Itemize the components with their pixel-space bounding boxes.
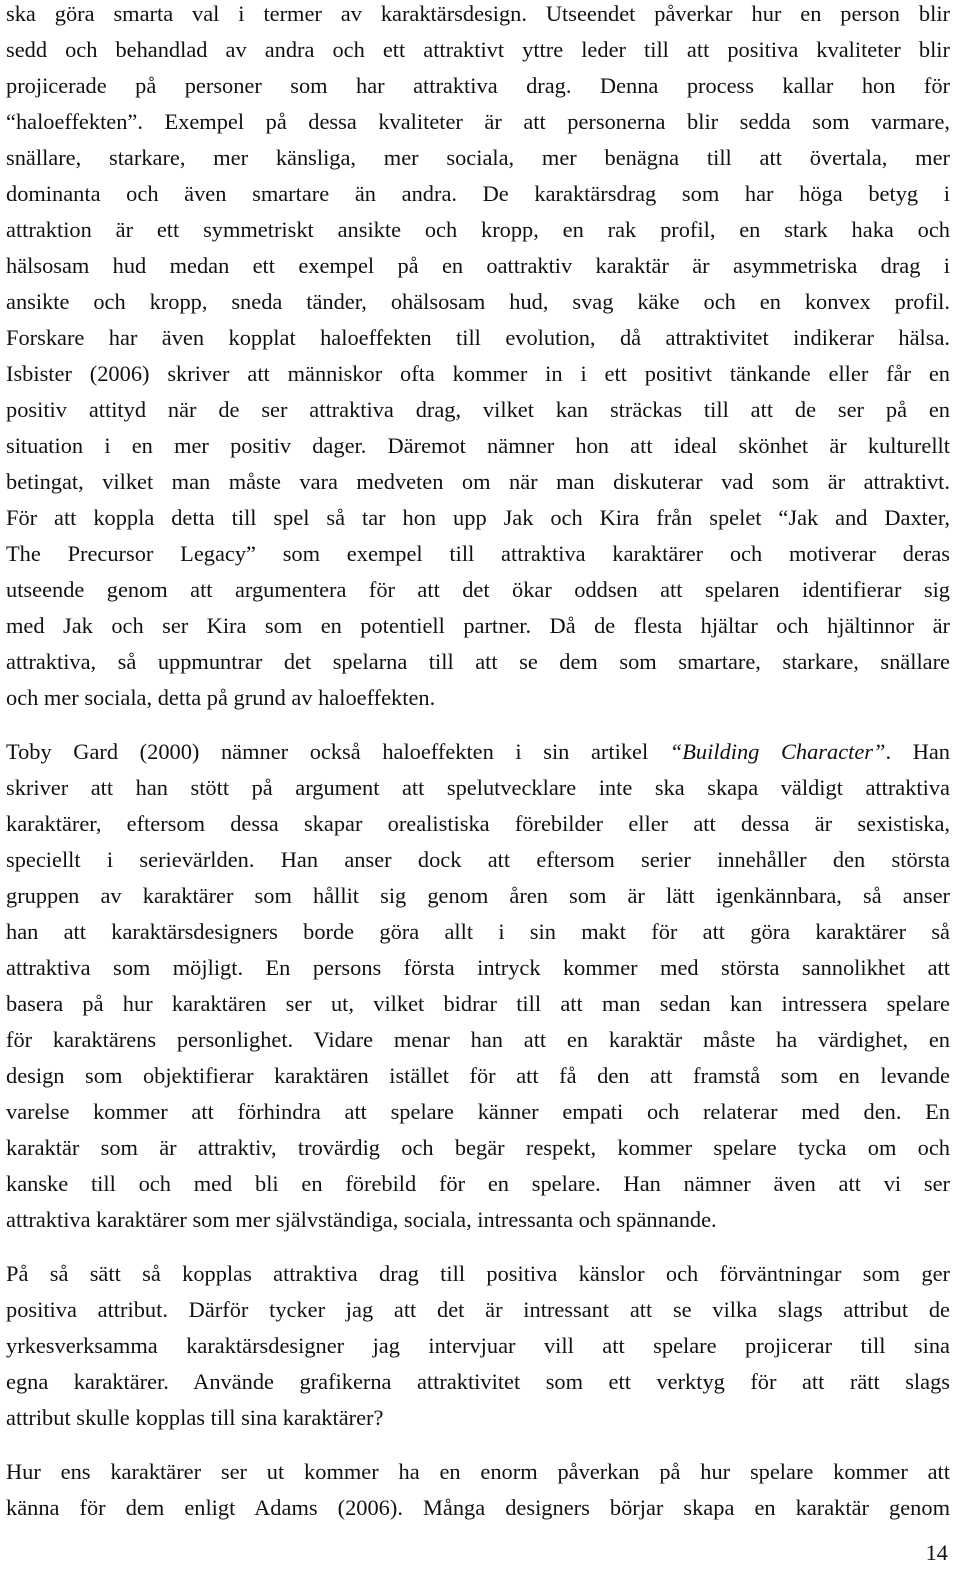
text-line: dominanta och även smartare än andra. De karaktärsdrag som har höga betyg i [6, 181, 950, 206]
text-line: ska göra smarta val i termer av karaktärsdesign. Utseendet påverkar hur en person blir [6, 1, 950, 26]
paragraph-toby-gard [6, 734, 950, 1238]
text-line: The Precursor Legacy” som exempel till attraktiva karaktärer och motiverar deras [6, 541, 950, 566]
text-line: varelse kommer att förhindra att spelare känner empati och relaterar med den. En [6, 1099, 950, 1124]
text-line: Isbister (2006) skriver att människor ofta kommer in i ett positivt tänkande eller får en [6, 361, 950, 386]
text-line: positiva attribut. Därför tycker jag att det är intressant att se vilka slags attribut de [6, 1297, 950, 1322]
text-line: känna för dem enligt Adams (2006). Många designers börjar skapa en karaktär genom [6, 1495, 950, 1520]
body-text [6, 0, 950, 1526]
text-line: ansikte och kropp, sneda tänder, ohälsosam hud, svag käke och en konvex profil. [6, 289, 950, 314]
text-line: attraktiva som möjligt. En persons första intryck kommer med största sannolikhet att [6, 955, 950, 980]
text-line: design som objektifierar karaktären istället för att få den att framstå som en levande [6, 1063, 950, 1088]
text-line: attraktiva karaktärer som mer självständiga, sociala, intressanta och spännande. [6, 1207, 717, 1232]
paragraph-haloeffekten-intro [6, 0, 950, 716]
text-line: Forskare har även kopplat haloeffekten till evolution, då attraktivitet indikerar hälsa. [6, 325, 950, 350]
paragraph-adams [6, 1454, 950, 1526]
paragraph-attribut [6, 1256, 950, 1436]
page-number: 14 [925, 1540, 948, 1565]
text-line [6, 734, 950, 770]
text-line: projicerade på personer som har attraktiva drag. Denna process kallar hon för [6, 73, 950, 98]
text-line: För att koppla detta till spel så tar hon upp Jak och Kira från spelet “Jak and Daxter, [6, 505, 950, 530]
text-line: hälsosam hud medan ett exempel på en oattraktiv karaktär är asymmetriska drag i [6, 253, 950, 278]
text-line: karaktär som är attraktiv, trovärdig och begär respekt, kommer spelare tycka om och [6, 1135, 950, 1160]
text-line: karaktärer, eftersom dessa skapar orealistiska förebilder eller att dessa är sexistiska, [6, 811, 950, 836]
text-line: egna karaktärer. Använde grafikerna attraktivitet som ett verktyg för att rätt slags [6, 1369, 950, 1394]
text-line: positiv attityd när de ser attraktiva drag, vilket kan sträckas till att de ser på en [6, 397, 950, 422]
text-run: Toby Gard (2000) nämner också haloeffekten i sin artikel [6, 739, 670, 764]
article-title: “Building Character” [669, 739, 886, 764]
text-line: för karaktärens personlighet. Vidare menar han att en karaktär måste ha värdighet, en [6, 1027, 950, 1052]
text-line: speciellt i serievärlden. Han anser dock att eftersom serier innehåller den största [6, 847, 950, 872]
text-line: attraktiva, så uppmuntrar det spelarna till att se dem som smartare, starkare, snällare [6, 649, 950, 674]
text-line: utseende genom att argumentera för att det ökar oddsen att spelaren identifierar sig [6, 577, 950, 602]
text-line: han att karaktärsdesigners borde göra allt i sin makt för att göra karaktärer så [6, 919, 950, 944]
text-line: Hur ens karaktärer ser ut kommer ha en enorm påverkan på hur spelare kommer att [6, 1459, 950, 1484]
text-run: . Han [885, 739, 950, 764]
text-line: med Jak och ser Kira som en potentiell partner. Då de flesta hjältar och hjältinnor är [6, 613, 950, 638]
text-line: På så sätt så kopplas attraktiva drag till positiva känslor och förväntningar som ger [6, 1261, 950, 1286]
text-line: betingat, vilket man måste vara medveten om när man diskuterar vad som är attraktivt. [6, 469, 950, 494]
text-line: skriver att han stött på argument att spelutvecklare inte ska skapa väldigt attraktiva [6, 775, 950, 800]
text-line: basera på hur karaktären ser ut, vilket bidrar till att man sedan kan intressera spelare [6, 991, 950, 1016]
text-line: situation i en mer positiv dager. Däremot nämner hon att ideal skönhet är kulturellt [6, 433, 950, 458]
text-line: sedd och behandlad av andra och ett attraktivt yttre leder till att positiva kvaliteter blir [6, 37, 950, 62]
text-line: och mer sociala, detta på grund av haloeffekten. [6, 685, 436, 710]
text-line: gruppen av karaktärer som hållit sig genom åren som är lätt igenkännbara, så anser [6, 883, 950, 908]
text-line: snällare, starkare, mer känsliga, mer sociala, mer benägna till att övertala, mer [6, 145, 950, 170]
text-line: attribut skulle kopplas till sina karaktärer? [6, 1405, 384, 1430]
text-line: “haloeffekten”. Exempel på dessa kvaliteter är att personerna blir sedda som varmare, [6, 109, 950, 134]
text-line: attraktion är ett symmetriskt ansikte och kropp, en rak profil, en stark haka och [6, 217, 950, 242]
text-line: kanske till och med bli en förebild för en spelare. Han nämner även att vi ser [6, 1171, 950, 1196]
text-line: yrkesverksamma karaktärsdesigner jag intervjuar vill att spelare projicerar till sina [6, 1333, 950, 1358]
